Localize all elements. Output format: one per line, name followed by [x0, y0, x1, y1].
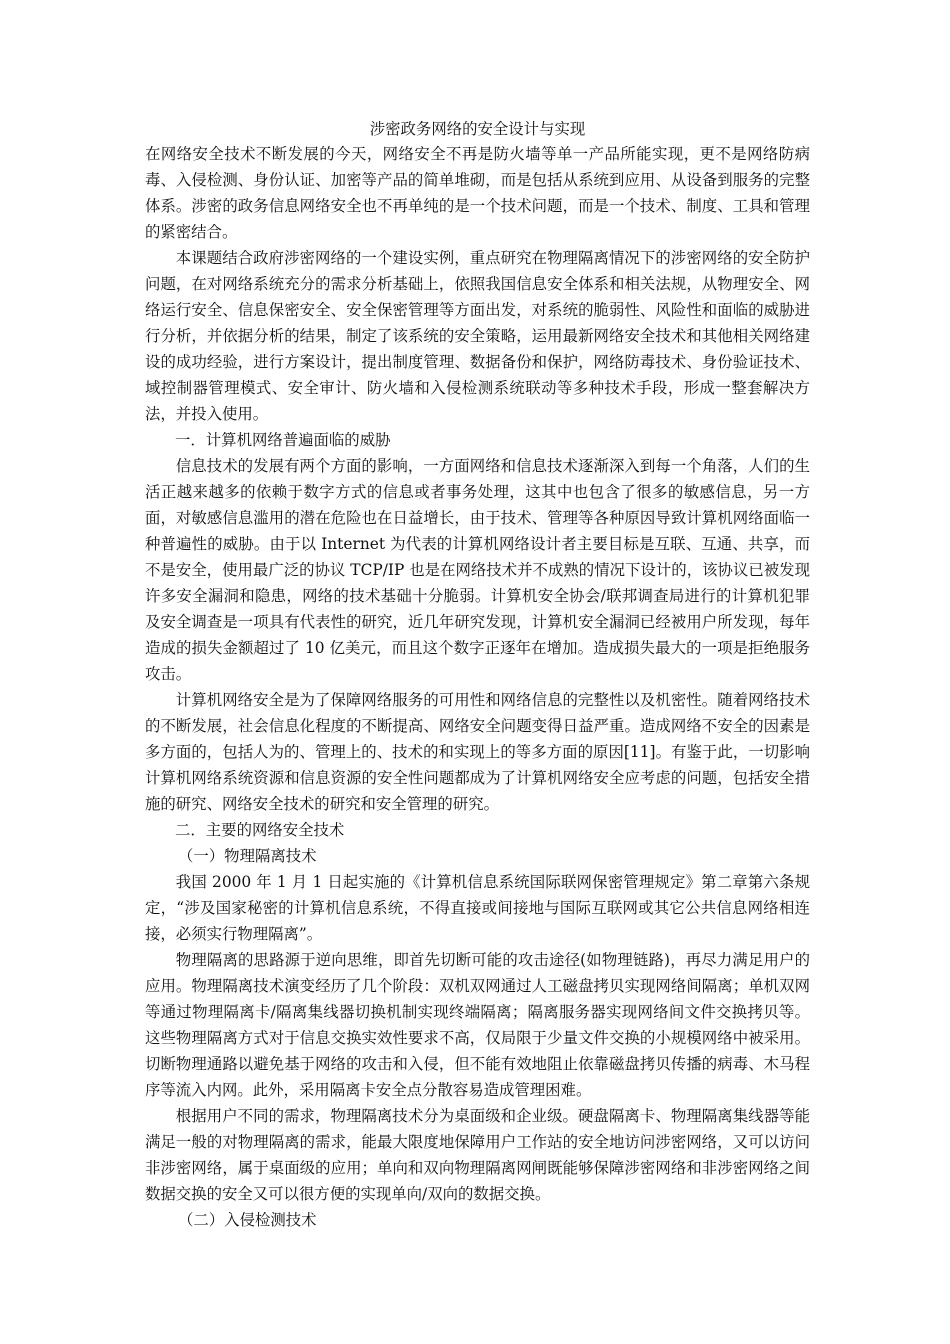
section-heading-technologies: 二．主要的网络安全技术	[175, 821, 345, 839]
paragraph-project: 本课题结合政府涉密网络的一个建设实例，重点研究在物理隔离情况下的涉密网络的安全防护问题，在对网络系统充分的需求分析基础上，依照我国信息安全体系和相关法规，从物理安全、网络运行安全、信息保密安全、安全保密管理等方面出发，对系统的脆弱性、风险性和面临的威胁进行分析，并依据分析的结果，制定了该系统的安全策略，运用最新网络安全技术和其他相关网络建设的成功经验，进行方案设计，提出制度管理、数据备份和保护，网络防毒技术、身份验证技术、域控制器管理模式、安全审计、防火墙和入侵检测系统联动等多种技术手段，形成一整套解决方法，并投入使用。	[145, 249, 810, 423]
section-heading-threats: 一．计算机网络普遍面临的威胁	[175, 431, 391, 449]
paragraph-isolation-history: 物理隔离的思路源于逆向思维，即首先切断可能的攻击途径(如物理链路)，再尽力满足用户的应用。物理隔离技术演变经历了几个阶段：双机双网通过人工磁盘拷贝实现网络间隔离；单机双网等通过物理隔离卡/隔离集线器切换机制实现终端隔离；隔离服务器实现网络间文件交换拷贝等。这些物理隔离方式对于信息交换实效性要求不高，仅局限于少量文件交换的小规模网络中被采用。切断物理通路以避免基于网络的攻击和入侵，但不能有效地阻止依靠磁盘拷贝传播的病毒、木马程序等流入内网。此外，采用隔离卡安全点分散容易造成管理困难。	[145, 951, 810, 1099]
document-page	[145, 116, 810, 1233]
paragraph-intro: 在网络安全技术不断发展的今天，网络安全不再是防火墙等单一产品所能实现，更不是网络防病毒、入侵检测、身份认证、加密等产品的简单堆砌，而是包括从系统到应用、从设备到服务的完整体系。涉密的政务信息网络安全也不再单纯的是一个技术问题，而是一个技术、制度、工具和管理的紧密结合。	[145, 145, 810, 241]
paragraph-threats: 信息技术的发展有两个方面的影响，一方面网络和信息技术逐渐深入到每一个角落，人们的生活正越来越多的依赖于数字方式的信息或者事务处理，这其中也包含了很多的敏感信息，另一方面，对敏感信息滥用的潜在危险也在日益增长，由于技术、管理等各种原因导致计算机网络面临一种普遍性的威胁。由于以 Internet 为代表的计算机网络设计者主要目标是互联、互通、共享，而不是安全，使用最广泛的协议 TCP/IP 也是在网络技术并不成熟的情况下设计的，该协议已被发现许多安全漏洞和隐患，网络的技术基础十分脆弱。计算机安全协会/联邦调查局进行的计算机犯罪及安全调查是一项具有代表性的研究，近几年研究发现，计算机安全漏洞已经被用户所发现，每年造成的损失金额超过了 10 亿美元，而且这个数字正逐年在增加。造成损失最大的一项是拒绝服务攻击。	[145, 457, 810, 683]
document-title: 涉密政务网络的安全设计与实现	[369, 120, 586, 138]
paragraph-regulation: 我国 2000 年 1 月 1 日起实施的《计算机信息系统国际联网保密管理规定》第二章第六条规定，“涉及国家秘密的计算机信息系统，不得直接或间接地与国际互联网或其它公共信息网络相连接，必须实行物理隔离”。	[145, 873, 810, 943]
paragraph-security-goals: 计算机网络安全是为了保障网络服务的可用性和网络信息的完整性以及机密性。随着网络技术的不断发展，社会信息化程度的不断提高、网络安全问题变得日益严重。造成网络不安全的因素是多方面的，包括人为的、管理上的、技术的和实现上的等多方面的原因[11]。有鉴于此，一切影响计算机网络系统资源和信息资源的安全性问题都成为了计算机网络安全应考虑的问题，包括安全措施的研究、网络安全技术的研究和安全管理的研究。	[145, 691, 810, 813]
subsection-heading-intrusion-detection: （二）入侵检测技术	[178, 1211, 317, 1229]
subsection-heading-physical-isolation: （一）物理隔离技术	[178, 847, 317, 865]
paragraph-isolation-levels: 根据用户不同的需求，物理隔离技术分为桌面级和企业级。硬盘隔离卡、物理隔离集线器等能满足一般的对物理隔离的需求，能最大限度地保障用户工作站的安全地访问涉密网络，又可以访问非涉密网络，属于桌面级的应用；单向和双向物理隔离网闸既能够保障涉密网络和非涉密网络之间数据交换的安全又可以很方便的实现单向/双向的数据交换。	[145, 1107, 810, 1203]
